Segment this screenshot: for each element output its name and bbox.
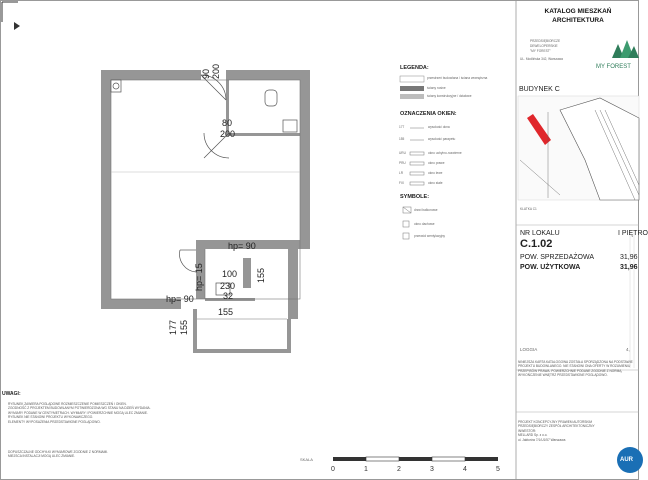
window-code: LR bbox=[399, 171, 404, 175]
scale-bar bbox=[333, 457, 498, 461]
scale-tick-4: 4 bbox=[463, 466, 467, 473]
dim-155-right: 155 bbox=[256, 267, 266, 283]
sales-area-value: 31,96 bbox=[620, 254, 638, 261]
dim-100: 100 bbox=[222, 269, 238, 279]
dim-200: 200 bbox=[220, 129, 236, 139]
legend-swatches bbox=[400, 76, 424, 99]
windows-title: OZNACZENIA OKIEN: bbox=[400, 111, 457, 117]
dim-hp-90-b: hp= 90 bbox=[166, 294, 194, 304]
note-line: DOPUSZCZALNE ODCHYŁKI WYMIAROWE ZGODNIE Z NORMAMI. bbox=[8, 450, 109, 454]
symbols-title: SYMBOLE: bbox=[400, 194, 430, 200]
dim-32: 32 bbox=[223, 291, 234, 301]
developer-line-3: "MY FOREST" bbox=[530, 49, 551, 53]
dim-230: 230 bbox=[220, 281, 236, 291]
window-code: URU bbox=[399, 151, 406, 155]
my-forest-logo-icon bbox=[612, 40, 639, 58]
usable-area-value: 31,96 bbox=[620, 264, 638, 271]
symbol-icons bbox=[403, 207, 411, 239]
floor-label: I PIĘTRO bbox=[618, 230, 648, 237]
dim-155-left: 155 bbox=[179, 319, 189, 335]
project-line: PROJEKT KONCEPCYJNY PRAWEM AUTORSKIM bbox=[518, 420, 593, 424]
developer-address: UL. Modlińska 342, Warszawa bbox=[520, 57, 563, 61]
scale-tick-1: 1 bbox=[364, 466, 368, 473]
dim-200-top: 200 bbox=[211, 63, 221, 79]
symbol-desc: drzwi balkonowe bbox=[414, 208, 438, 212]
window-desc: okno lewe bbox=[428, 171, 443, 175]
right-note: WYKOŃCZENIE WNĘTRZ PRZEDSTAWIONE POGLĄDOWO. bbox=[518, 373, 608, 378]
note-line: RYSUNEK NIE STANOWI PROJEKTU WYKONAWCZEGO. bbox=[8, 415, 94, 420]
dim-hp-15: hp= 15 bbox=[194, 263, 204, 291]
note-line: ZGODNOŚĆ Z PROJEKTEM BUDOWLANYM POTWIERDZONA WG STANU NA DZIEŃ WYDANIA. bbox=[8, 406, 151, 411]
developer-line-1: PRZEDSIĘBIORCZE bbox=[530, 39, 561, 43]
window-code: PRU bbox=[399, 161, 406, 165]
notes-block-2 bbox=[8, 450, 108, 459]
note-line: MIEJSCA INSTALACJI MOGĄ ULEC ZMIANIE. bbox=[8, 454, 76, 459]
north-arrow-icon bbox=[2, 2, 20, 30]
dim-177: 177 bbox=[168, 319, 178, 335]
scale-tick-5: 5 bbox=[496, 466, 500, 473]
window-desc: wysokość parapetu bbox=[428, 137, 456, 141]
notes-title: UWAGI: bbox=[2, 391, 21, 397]
notes-block bbox=[8, 402, 151, 424]
logo-text: MY FOREST bbox=[596, 64, 631, 70]
project-block bbox=[518, 420, 595, 442]
note-line: ELEMENTY WYPOSAŻENIA PRZEDSTAWIONE POGLĄDOWO. bbox=[8, 419, 101, 424]
catalog-subtitle: ARCHITEKTURA bbox=[552, 17, 604, 24]
unit-number: C.1.02 bbox=[520, 238, 553, 250]
legend-title: LEGENDA: bbox=[400, 65, 429, 71]
unit-number-label: NR LOKALU bbox=[520, 230, 560, 237]
dim-80: 80 bbox=[222, 118, 233, 128]
loggia-value: 4, bbox=[626, 347, 630, 352]
project-line: INWESTOR: bbox=[518, 428, 537, 433]
scale-tick-0: 0 bbox=[331, 466, 335, 473]
legend-item: ściany konstrukcyjne / działowe bbox=[427, 94, 472, 98]
scale-tick-2: 2 bbox=[397, 466, 401, 473]
project-line: PRZEDSIĘBIORCZY ZESPÓŁ ARCHITEKTONICZNY bbox=[518, 424, 595, 429]
dim-155-loggia: 155 bbox=[218, 307, 234, 317]
window-desc: okno stałe bbox=[428, 181, 443, 185]
sales-area-label: POW. SPRZEDAŻOWA bbox=[520, 254, 595, 261]
developer-line-2: DEWELOPERSKIE bbox=[530, 44, 558, 48]
catalog-title: KATALOG MIESZKAŃ bbox=[544, 8, 612, 15]
usable-area-label: POW. UŻYTKOWA bbox=[520, 264, 581, 271]
key-plan bbox=[518, 96, 639, 200]
symbol-desc: okno dachowe bbox=[414, 222, 435, 226]
scale-label: SKALA bbox=[300, 457, 313, 462]
legend-item: ściany nośne bbox=[427, 86, 446, 90]
right-note: NINIEJSZA KARTA KATALOGOWA ZOSTAŁA SPORZĄDZONA NA PODSTAWIE bbox=[518, 360, 633, 364]
window-desc: wysokość okna bbox=[428, 125, 450, 129]
window-desc: okno prawe bbox=[428, 161, 445, 165]
project-line: ul. Jaktorów 7/1/U1/57 Warszawa bbox=[518, 437, 566, 442]
symbol-desc: przewód wentylacyjny bbox=[414, 234, 446, 238]
staircase-label: KLATKA C1 bbox=[520, 207, 537, 211]
walls bbox=[101, 70, 310, 353]
window-symbols bbox=[410, 128, 424, 185]
legend-item: przestrzeń budowlana / ściana zewnętrzna bbox=[427, 76, 488, 80]
right-note: PRZEPISÓW PRAWA. POWIERZCHNIE PODANE ZGODNIE Z NORMĄ. bbox=[518, 368, 623, 373]
dim-hp-90: hp= 90 bbox=[228, 241, 256, 251]
right-note: PROJEKTU BUDOWLANEGO. NIE STANOWI ONA OFERTY W ROZUMIENIU bbox=[518, 364, 631, 369]
note-line: WYMIARY PODANE W CENTYMETRACH. WYMIARY I POWIERZCHNIE MOGĄ ULEC ZMIANIE. bbox=[8, 410, 148, 415]
right-notes bbox=[518, 360, 633, 378]
loggia-label: LOGGIA bbox=[520, 347, 538, 352]
window-desc: okno uchylno-rozwierne bbox=[428, 151, 462, 155]
note-line: RYSUNEK ZAWIERA POGLĄDOWE ROZMIESZCZENIE POMIESZCZEŃ I OKIEN. bbox=[8, 402, 127, 406]
window-code: 155 bbox=[399, 137, 405, 141]
building-label: BUDYNEK C bbox=[519, 86, 560, 93]
dim-90: 90 bbox=[201, 68, 211, 79]
scale-tick-3: 3 bbox=[430, 466, 434, 473]
badge-text: AUR bbox=[620, 457, 633, 463]
window-code: 177 bbox=[399, 125, 405, 129]
project-line: MELLARD Sp. z o.o. bbox=[518, 433, 548, 438]
window-code: FIX bbox=[399, 181, 404, 185]
